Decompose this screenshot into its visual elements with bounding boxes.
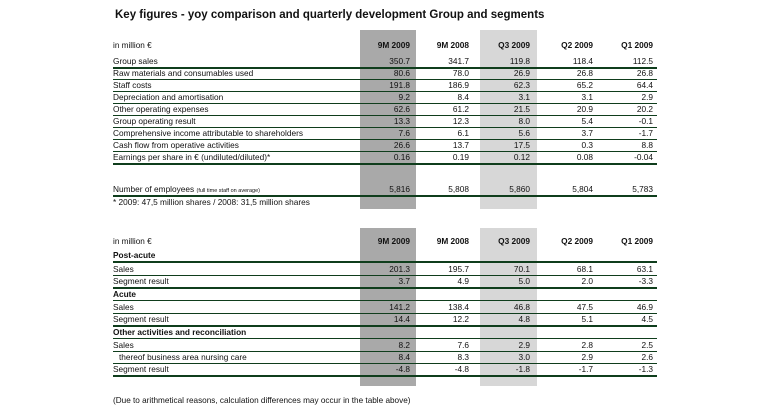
cell: 20.2 [636, 104, 653, 114]
table-row [113, 152, 657, 165]
table-row [113, 116, 657, 128]
cell: 80.6 [393, 68, 410, 78]
calculation-note: (Due to arithmetical reasons, calculation differences may occur in the table above) [113, 396, 411, 405]
cell: 4.8 [518, 314, 530, 324]
employees-note: (full time staff on average) [196, 188, 260, 194]
cell: 5.4 [581, 116, 593, 126]
cell: 64.4 [636, 80, 653, 90]
cell: 46.9 [636, 302, 653, 312]
table-row [113, 264, 657, 276]
cell: 5,783 [632, 184, 653, 194]
column-header: Q2 2009 [561, 236, 593, 246]
table-row [113, 302, 657, 314]
column-header: 9M 2008 [436, 40, 469, 50]
cell: 2.6 [641, 352, 653, 362]
column-header: Q3 2009 [498, 236, 530, 246]
cell: 2.9 [518, 340, 530, 350]
cell: 191.8 [389, 80, 410, 90]
column-header: Q1 2009 [621, 236, 653, 246]
cell: 70.1 [513, 264, 530, 274]
cell: 5.0 [518, 276, 530, 286]
cell: 78.0 [452, 68, 469, 78]
unit-label: in million € [113, 237, 152, 246]
cell: -0.04 [634, 152, 653, 162]
table-row [113, 92, 657, 104]
cell: 9.2 [398, 92, 410, 102]
cell: -4.8 [454, 364, 469, 374]
cell: -1.8 [515, 364, 530, 374]
cell: 8.2 [398, 340, 410, 350]
cell: 26.8 [636, 68, 653, 78]
page-title: Key figures - yoy comparison and quarterly development Group and segments [115, 9, 545, 21]
table-row [113, 104, 657, 116]
cell: 3.7 [581, 128, 593, 138]
cell: 17.5 [513, 140, 530, 150]
cell: 12.3 [452, 116, 469, 126]
cell: 5.1 [581, 314, 593, 324]
table-row [113, 364, 657, 377]
table-row [113, 314, 657, 327]
cell: -1.7 [638, 128, 653, 138]
column-header: 9M 2009 [377, 236, 410, 246]
cell: 5,816 [389, 184, 410, 194]
table-row [113, 276, 657, 289]
cell: 13.3 [393, 116, 410, 126]
cell: 5,860 [509, 184, 530, 194]
cell: 12.2 [452, 314, 469, 324]
cell: 47.5 [576, 302, 593, 312]
row-label: Sales [113, 264, 134, 274]
cell: 68.1 [576, 264, 593, 274]
row-label: Staff costs [113, 80, 152, 90]
cell: 112.5 [632, 56, 653, 66]
cell: -0.1 [638, 116, 653, 126]
cell: 119.8 [509, 56, 530, 66]
cell: 5.6 [518, 128, 530, 138]
row-label: Number of employees (full time staff on average) [113, 184, 260, 194]
table-header [113, 236, 657, 247]
table-row [113, 80, 657, 92]
cell: 8.4 [398, 352, 410, 362]
column-header: 9M 2008 [436, 236, 469, 246]
table-header [113, 40, 657, 51]
cell: 13.7 [452, 140, 469, 150]
cell: 7.6 [457, 340, 469, 350]
cell: 5,804 [572, 184, 593, 194]
cell: 3.1 [581, 92, 593, 102]
cell: 6.1 [457, 128, 469, 138]
column-header: 9M 2009 [377, 40, 410, 50]
cell: 62.6 [393, 104, 410, 114]
table-row [113, 68, 657, 80]
cell: 7.6 [398, 128, 410, 138]
cell: 14.4 [393, 314, 410, 324]
cell: 0.16 [393, 152, 410, 162]
table-row [113, 140, 657, 152]
cell: 195.7 [448, 264, 469, 274]
cell: 0.19 [452, 152, 469, 162]
column-header: Q2 2009 [561, 40, 593, 50]
row-label: Group operating result [113, 116, 196, 126]
cell: 0.08 [576, 152, 593, 162]
cell: 8.0 [518, 116, 530, 126]
cell: 4.9 [457, 276, 469, 286]
column-header: Q1 2009 [621, 40, 653, 50]
row-label: thereof business area nursing care [119, 352, 247, 362]
cell: -4.8 [395, 364, 410, 374]
cell: 0.12 [513, 152, 530, 162]
cell: 118.4 [572, 56, 593, 66]
cell: 201.3 [389, 264, 410, 274]
row-label: Other operating expenses [113, 104, 209, 114]
table-row [113, 352, 657, 364]
row-label: Segment result [113, 364, 169, 374]
cell: 3.0 [518, 352, 530, 362]
cell: 8.4 [457, 92, 469, 102]
cell: 4.5 [641, 314, 653, 324]
cell: 26.9 [513, 68, 530, 78]
row-label: Sales [113, 302, 134, 312]
cell: 26.6 [393, 140, 410, 150]
cell: 21.5 [513, 104, 530, 114]
cell: 65.2 [576, 80, 593, 90]
cell: 3.1 [518, 92, 530, 102]
section-heading: Acute [113, 289, 657, 301]
table-row [113, 340, 657, 352]
row-label: Depreciation and amortisation [113, 92, 224, 102]
cell: 138.4 [448, 302, 469, 312]
unit-label: in million € [113, 41, 152, 50]
row-label: Group sales [113, 56, 158, 66]
row-label: Earnings per share in € (undiluted/diluted)* [113, 152, 271, 162]
section-heading: Other activities and reconciliation [113, 327, 657, 339]
cell: 2.9 [581, 352, 593, 362]
footnote: * 2009: 47,5 million shares / 2008: 31,5 million shares [113, 197, 310, 207]
cell: 0.3 [581, 140, 593, 150]
cell: 61.2 [452, 104, 469, 114]
cell: 20.9 [576, 104, 593, 114]
cell: 2.0 [581, 276, 593, 286]
row-label: Comprehensive income attributable to shareholders [113, 128, 304, 138]
cell: 2.9 [641, 92, 653, 102]
cell: 8.3 [457, 352, 469, 362]
cell: 26.8 [576, 68, 593, 78]
row-label: Raw materials and consumables used [113, 68, 254, 78]
section-heading: Post-acute [113, 250, 657, 263]
cell: 8.8 [641, 140, 653, 150]
cell: 341.7 [448, 56, 469, 66]
cell: 63.1 [636, 264, 653, 274]
cell: 3.7 [398, 276, 410, 286]
cell: -1.7 [578, 364, 593, 374]
cell: -1.3 [638, 364, 653, 374]
cell: 5,808 [448, 184, 469, 194]
cell: -3.3 [638, 276, 653, 286]
column-header: Q3 2009 [498, 40, 530, 50]
cell: 2.5 [641, 340, 653, 350]
table-row [113, 128, 657, 140]
cell: 350.7 [389, 56, 410, 66]
employees-row [113, 184, 657, 197]
row-label: Segment result [113, 276, 169, 286]
cell: 186.9 [448, 80, 469, 90]
cell: 46.8 [513, 302, 530, 312]
cell: 62.3 [513, 80, 530, 90]
row-label: Segment result [113, 314, 169, 324]
row-label: Cash flow from operative activities [113, 140, 239, 150]
cell: 141.2 [389, 302, 410, 312]
row-label: Sales [113, 340, 134, 350]
cell: 2.8 [581, 340, 593, 350]
